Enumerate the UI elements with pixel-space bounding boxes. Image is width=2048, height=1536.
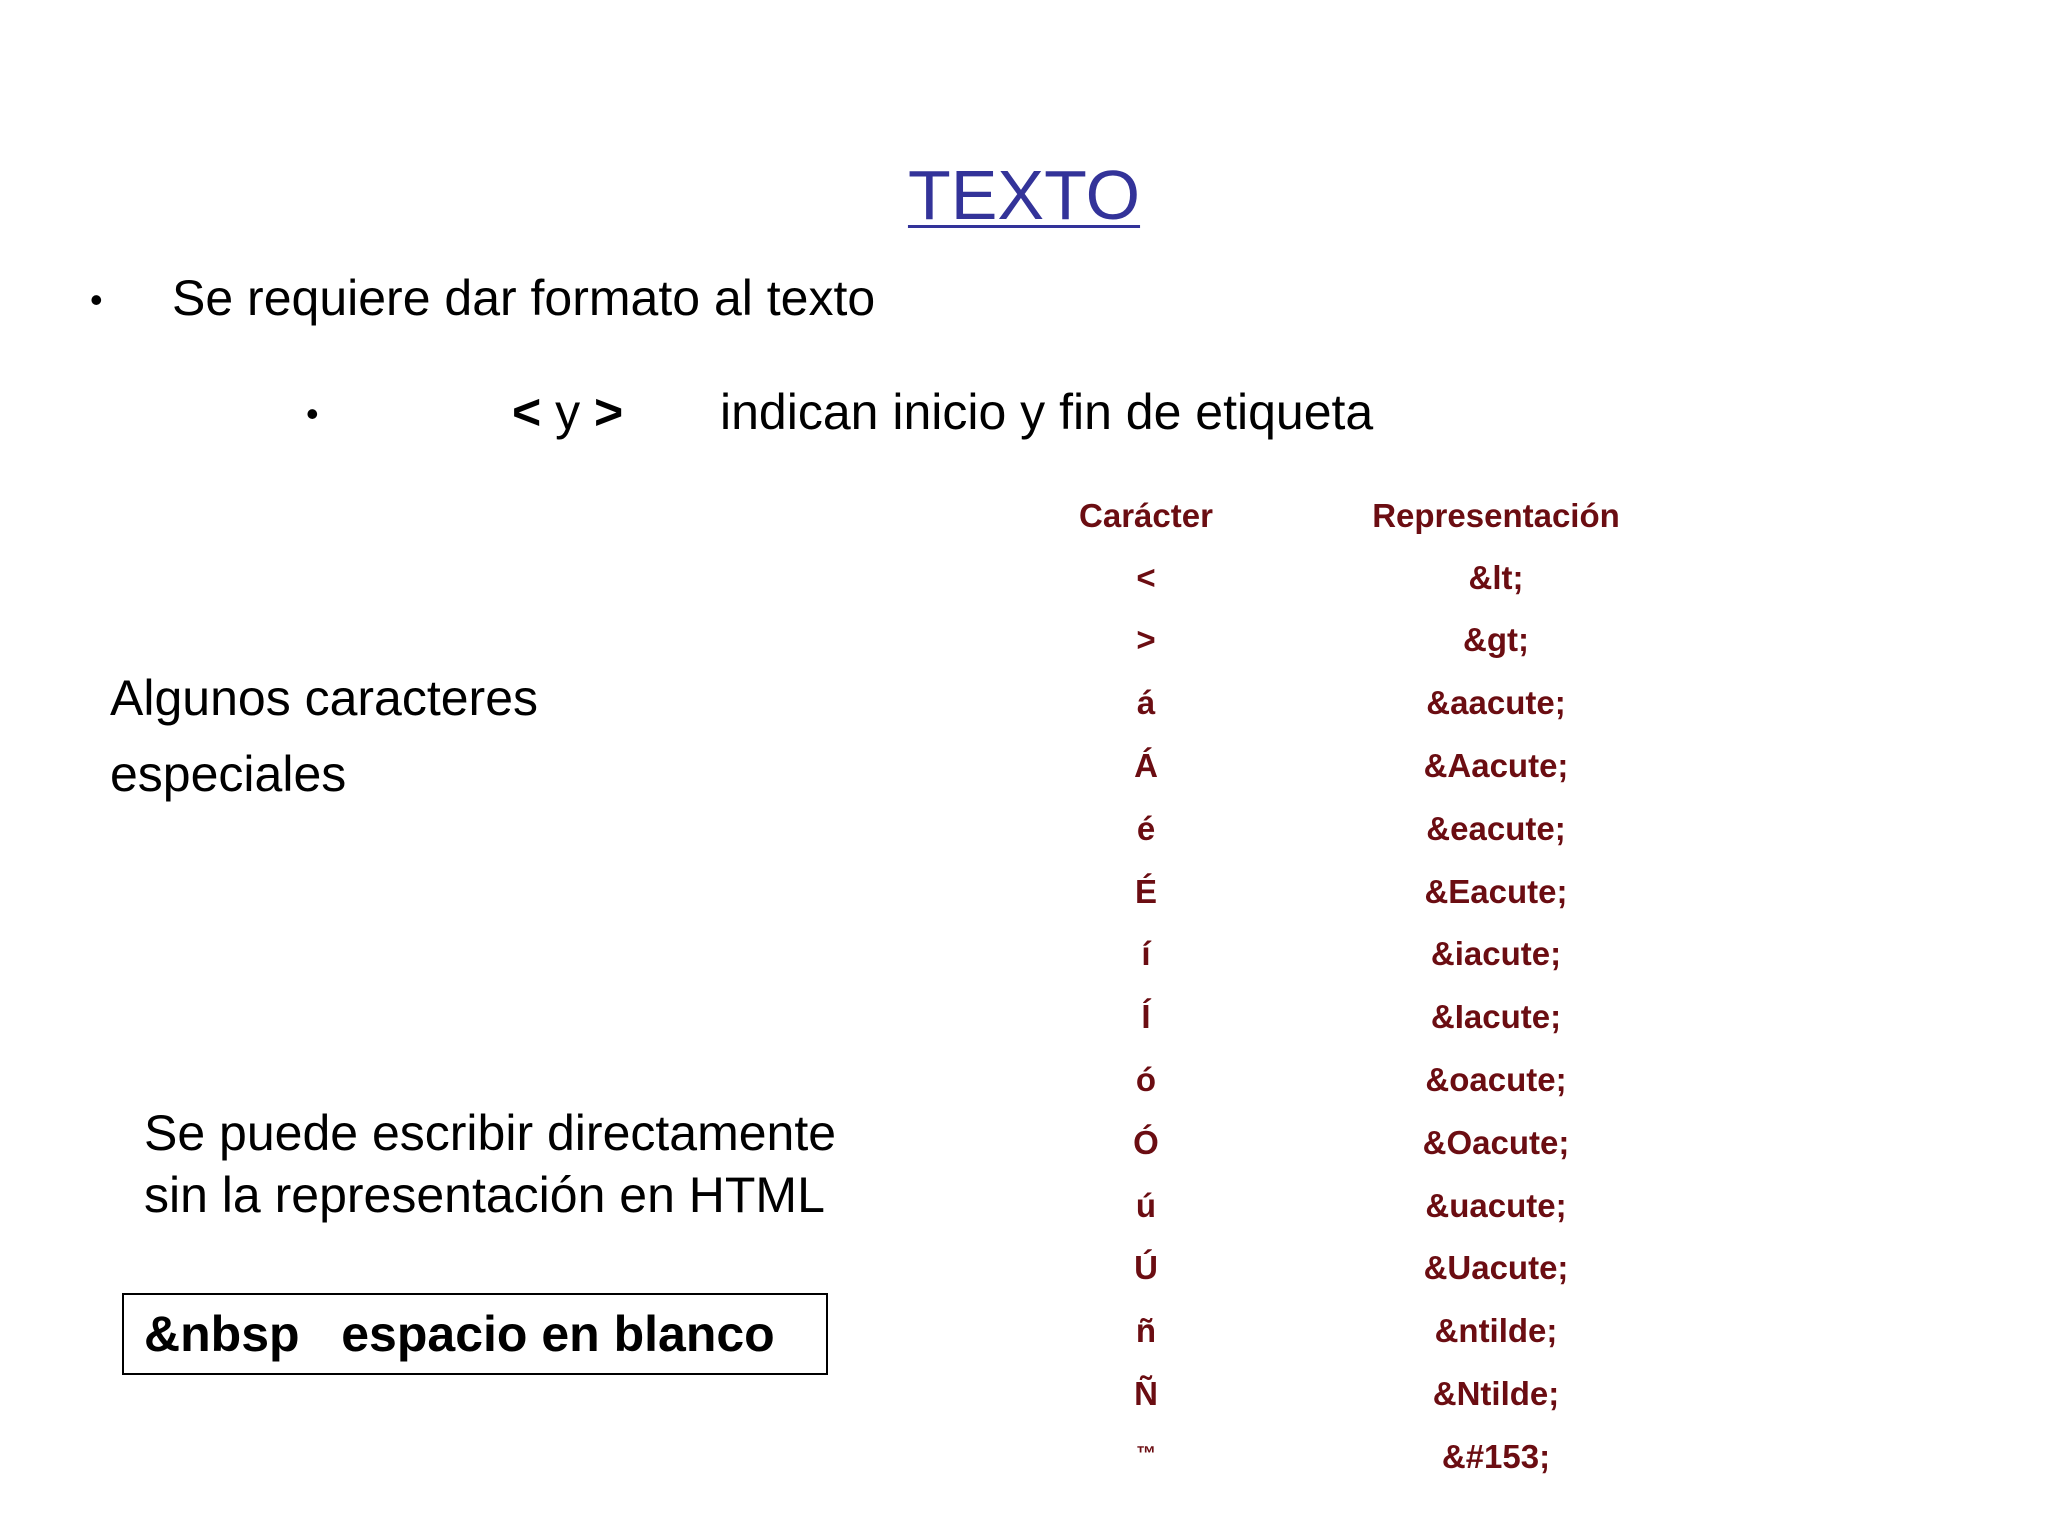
y-word: y: [555, 384, 581, 440]
table-cell-repr: &#153;: [1441, 1438, 1551, 1475]
tag-delimiters: [512, 382, 623, 442]
table-cell-repr: &Ntilde;: [1432, 1375, 1560, 1412]
table-cell-repr: &Iacute;: [1430, 998, 1562, 1035]
special-chars-note: [110, 660, 538, 812]
table-cell-repr: &ntilde;: [1434, 1312, 1558, 1349]
table-cell-repr: &Eacute;: [1424, 873, 1568, 910]
bullet-text-format: Se requiere dar formato al texto: [172, 270, 876, 326]
table-cell-repr: &iacute;: [1430, 935, 1562, 972]
table-cell-repr: &gt;: [1463, 621, 1529, 658]
table-cell-char: É: [1134, 873, 1157, 910]
nbsp-box-text: [144, 1301, 775, 1367]
table-cell-char: Ú: [1134, 1249, 1158, 1286]
page-title: [0, 150, 2048, 240]
table-cell-char: ó: [1135, 1061, 1157, 1098]
table-cell-char: í: [1141, 935, 1151, 972]
table-cell-repr: &aacute;: [1426, 684, 1566, 721]
table-cell-char: >: [1136, 621, 1156, 658]
table-cell-repr: &oacute;: [1425, 1061, 1567, 1098]
table-cell-char: é: [1136, 810, 1156, 847]
table-cell-char: ú: [1135, 1187, 1157, 1224]
table-cell-char: <: [1136, 559, 1156, 596]
table-cell-repr: &eacute;: [1426, 810, 1566, 847]
nbsp-label: espacio en blanco: [341, 1306, 775, 1362]
table-header-repr: Representación: [1372, 497, 1620, 534]
table-cell-char: Á: [1134, 747, 1158, 784]
direct-write-line2: sin la representación en HTML: [144, 1167, 825, 1223]
table-cell-char: Í: [1141, 998, 1151, 1035]
table-cell-repr: &Oacute;: [1422, 1124, 1570, 1161]
direct-write-note: [144, 1102, 836, 1226]
page-title-text: TEXTO: [907, 156, 1141, 234]
lt-symbol: <: [512, 384, 542, 440]
nbsp-box: [122, 1293, 828, 1375]
gt-symbol: >: [594, 384, 624, 440]
table-cell-repr: &Aacute;: [1423, 747, 1569, 784]
table-cell-char: á: [1136, 684, 1156, 721]
special-chars-line1: Algunos caracteres: [110, 670, 539, 726]
bullet-marker: •: [90, 279, 103, 320]
direct-write-line1: Se puede escribir directamente: [144, 1105, 837, 1161]
table-cell-char: Ñ: [1134, 1375, 1158, 1412]
table-cell-repr: &Uacute;: [1423, 1249, 1569, 1286]
table-cell-repr: &uacute;: [1425, 1187, 1567, 1224]
table-cell-repr: &lt;: [1468, 559, 1524, 596]
nbsp-code: &nbsp: [144, 1306, 300, 1362]
table-cell-char: Ó: [1133, 1124, 1159, 1161]
special-chars-line2: especiales: [110, 746, 347, 802]
table-cell-char: ñ: [1135, 1312, 1157, 1349]
table-cell-char: ™: [1136, 1443, 1156, 1465]
bullet-text-tags: indican inicio y fin de etiqueta: [720, 384, 1374, 440]
bullet-marker: •: [306, 393, 319, 434]
table-header-char: Carácter: [1079, 497, 1213, 534]
